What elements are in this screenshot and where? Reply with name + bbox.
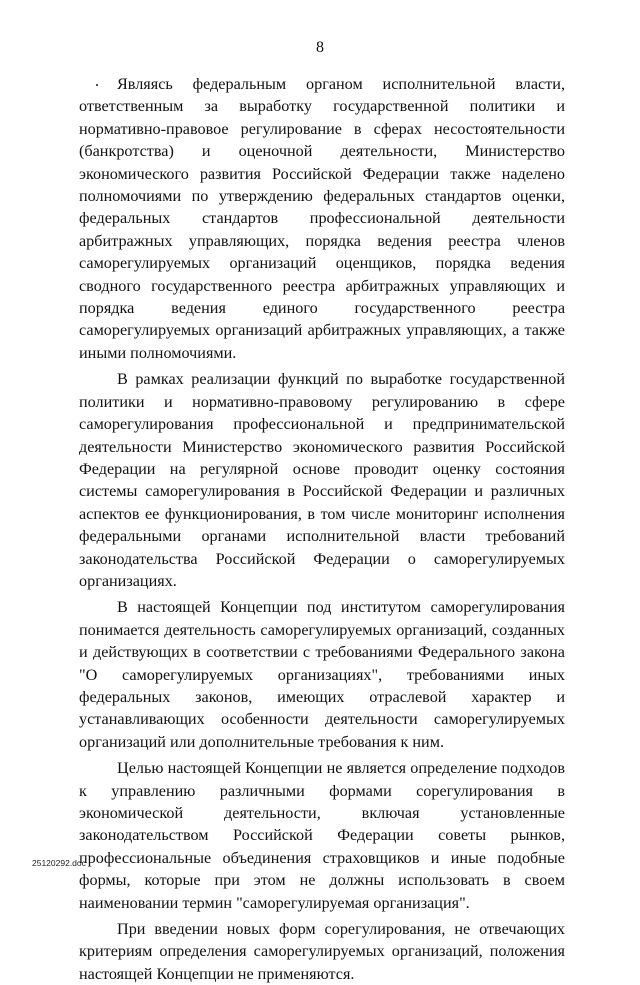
paragraph-ministry-powers: Являясь федеральным органом исполнительной власти, ответственным за выработку государственной политики и нормативно-правовое регулирование в сферах несостоятельности (банкротства) и оценочной деятельности, Министерство экономического развития Российской Федерации также наделено полномочиями по утверждению федеральных стандартов оценки, федеральных стандартов профессиональной деятельности арбитражных управляющих, порядка ведения реестра членов саморегулируемых организаций оценщиков, порядка ведения сводного государственного реестра арбитражных управляющих и порядка ведения единого государственного реестра саморегулируемых организаций арбитражных управляющих, а также иными полномочиями. (79, 75, 565, 362)
paragraph-new-forms: При введении новых форм сорегулирования, не отвечающих критериям определения саморегулируемых организаций, положения настоящей Концепции не применяются. (79, 920, 565, 983)
page-number: 8 (316, 39, 324, 56)
paragraph-monitoring: В рамках реализации функций по выработке государственной политики и нормативно-правовому регулированию в сфере саморегулирования профессиональной и предпринимательской деятельности Министерство экономического развития Российской Федерации на регулярной основе проводит оценку состояния системы саморегулирования в Российской Федерации и различных аспектов ее функционирования, в том числе мониторинг исполнения федеральными органами исполнительной власти требований законодательства Российской Федерации о саморегулируемых организациях. (79, 370, 565, 590)
paragraph-concept-goal: Целью настоящей Концепции не является определение подходов к управлению различными формами сорегулирования в экономической деятельности, включая установленные законодательством Российской Федерации советы рынков, профессиональные объединения страховщиков и иные подобные формы, которые при этом не должны использовать в своем наименовании термин "саморегулируемая организация". (79, 759, 565, 912)
document-body (79, 73, 565, 985)
footer-file-name: 25120292.doc (32, 858, 86, 868)
paragraph-institute-definition: В настоящей Концепции под институтом саморегулирования понимается деятельность саморегулируемых организаций, созданных и действующих в соответствии с требованиями Федерального закона "О саморегулируемых организациях", требованиями иных федеральных законов, имеющих отраслевой характер и устанавливающих особенности деятельности саморегулируемых организаций или дополнительные требования к ним. (79, 598, 565, 751)
